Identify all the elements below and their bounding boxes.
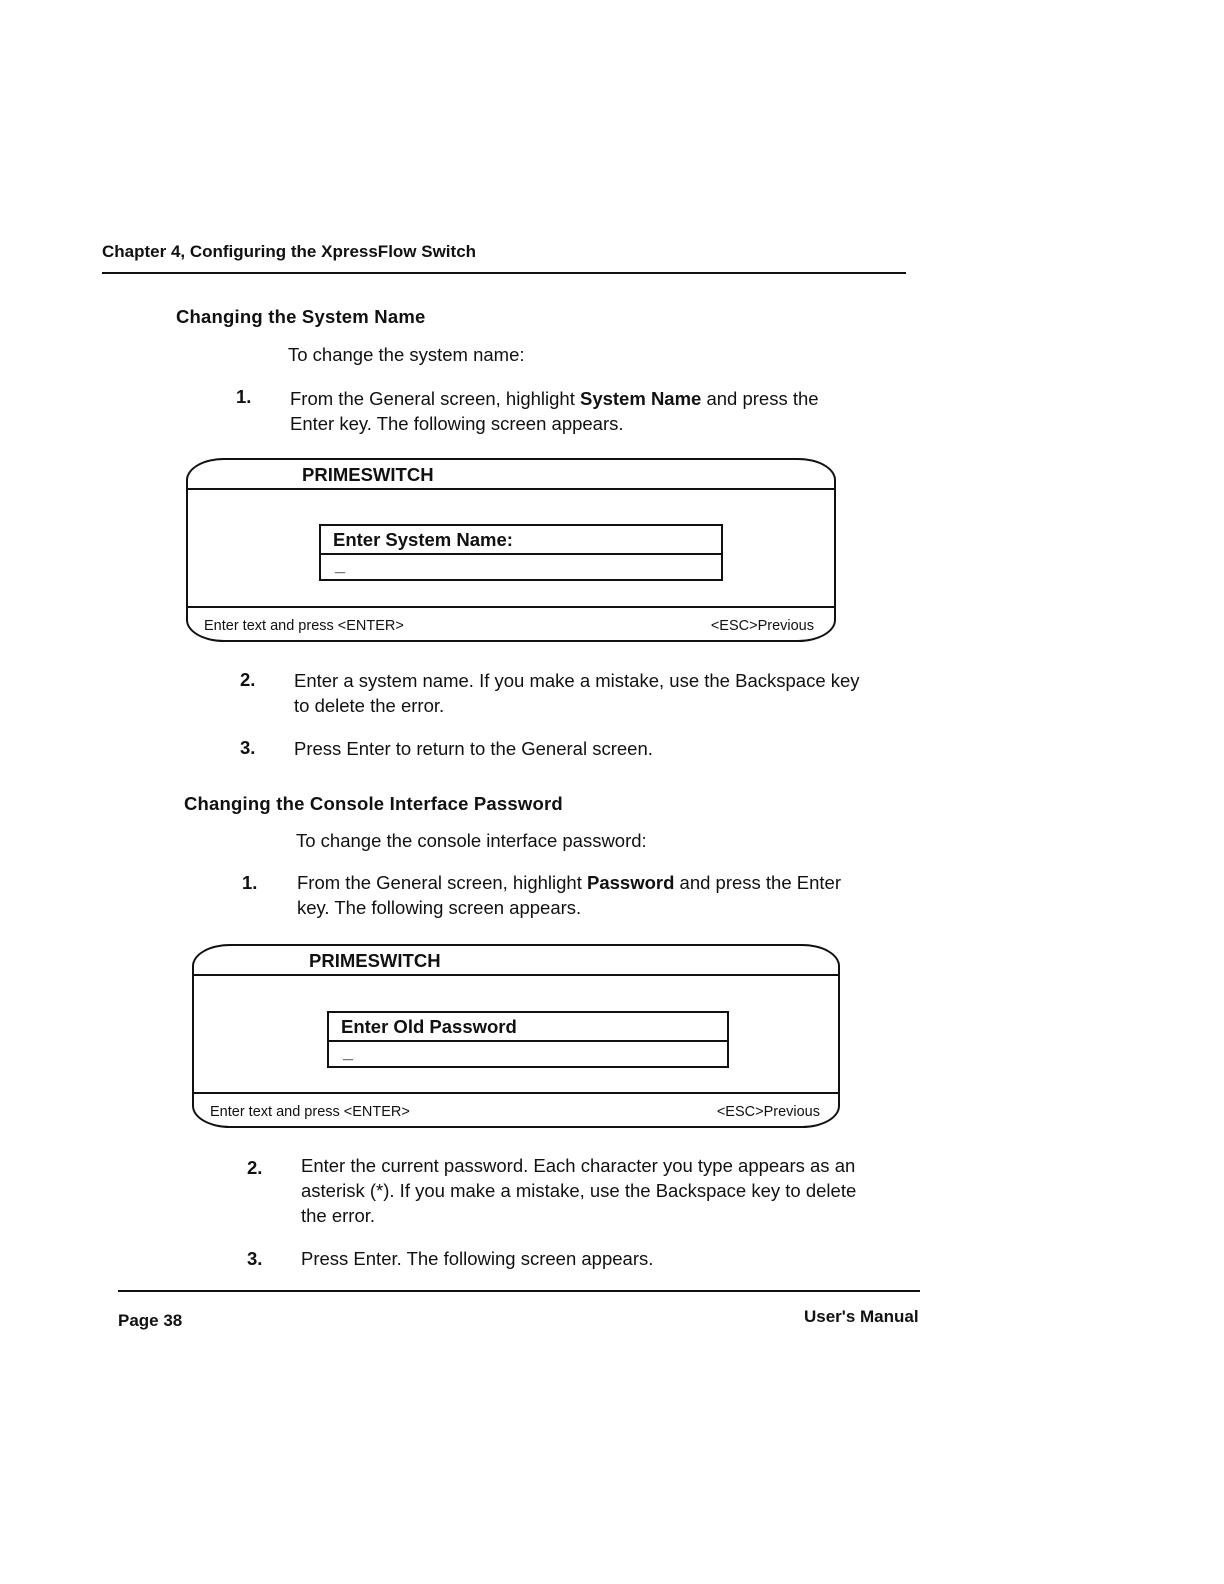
divider [194, 974, 838, 976]
screen-title: PRIMESWITCH [309, 950, 441, 971]
step-text: From the General screen, highlight System Name and press the Enter key. The following screen appears. [290, 388, 819, 434]
page-number: Page 38 [118, 1311, 183, 1330]
system-name-input[interactable]: _ [335, 555, 346, 575]
field-label: Enter Old Password [329, 1013, 727, 1042]
old-password-field[interactable] [327, 1011, 729, 1068]
intro-text: To change the system name: [288, 344, 525, 365]
step-number: 3. [247, 1248, 263, 1269]
step-text: Enter the current password. Each character you type appears as an asterisk (*). If you make a mistake, use the Backspace key to delete the error. [301, 1155, 857, 1226]
step-text: From the General screen, highlight Password and press the Enter key. The following screen appears. [297, 872, 841, 918]
esc-previous[interactable]: <ESC>Previous [716, 1104, 820, 1120]
system-name-field[interactable] [319, 524, 723, 581]
step-text: Press Enter to return to the General screen. [294, 738, 653, 759]
step-number: 2. [240, 669, 256, 690]
field-label: Enter System Name: [321, 526, 721, 555]
step-number: 3. [240, 737, 256, 758]
section-heading: Changing the Console Interface Password [184, 793, 563, 814]
divider [188, 606, 834, 608]
terminal-screen-old-password [192, 944, 840, 1128]
divider [194, 1092, 838, 1094]
footer-hint: Enter text and press <ENTER> [204, 618, 404, 634]
section-heading: Changing the System Name [176, 306, 426, 327]
footer-rule [118, 1290, 920, 1292]
header-rule [102, 272, 906, 274]
esc-previous[interactable]: <ESC>Previous [710, 618, 814, 634]
manual-title: User's Manual [804, 1307, 919, 1326]
screen-title: PRIMESWITCH [302, 464, 434, 485]
old-password-input[interactable]: _ [343, 1042, 354, 1062]
footer-hint: Enter text and press <ENTER> [210, 1104, 410, 1120]
step-number: 2. [247, 1157, 263, 1178]
chapter-header: Chapter 4, Configuring the XpressFlow Switch [102, 242, 477, 261]
step-number: 1. [242, 872, 258, 893]
step-text: Enter a system name. If you make a mistake, use the Backspace key to delete the error. [294, 670, 860, 716]
intro-text: To change the console interface password: [296, 830, 647, 851]
step-number: 1. [236, 386, 252, 407]
step-text: Press Enter. The following screen appears. [301, 1248, 654, 1269]
divider [188, 488, 834, 490]
terminal-screen-system-name [186, 458, 836, 642]
